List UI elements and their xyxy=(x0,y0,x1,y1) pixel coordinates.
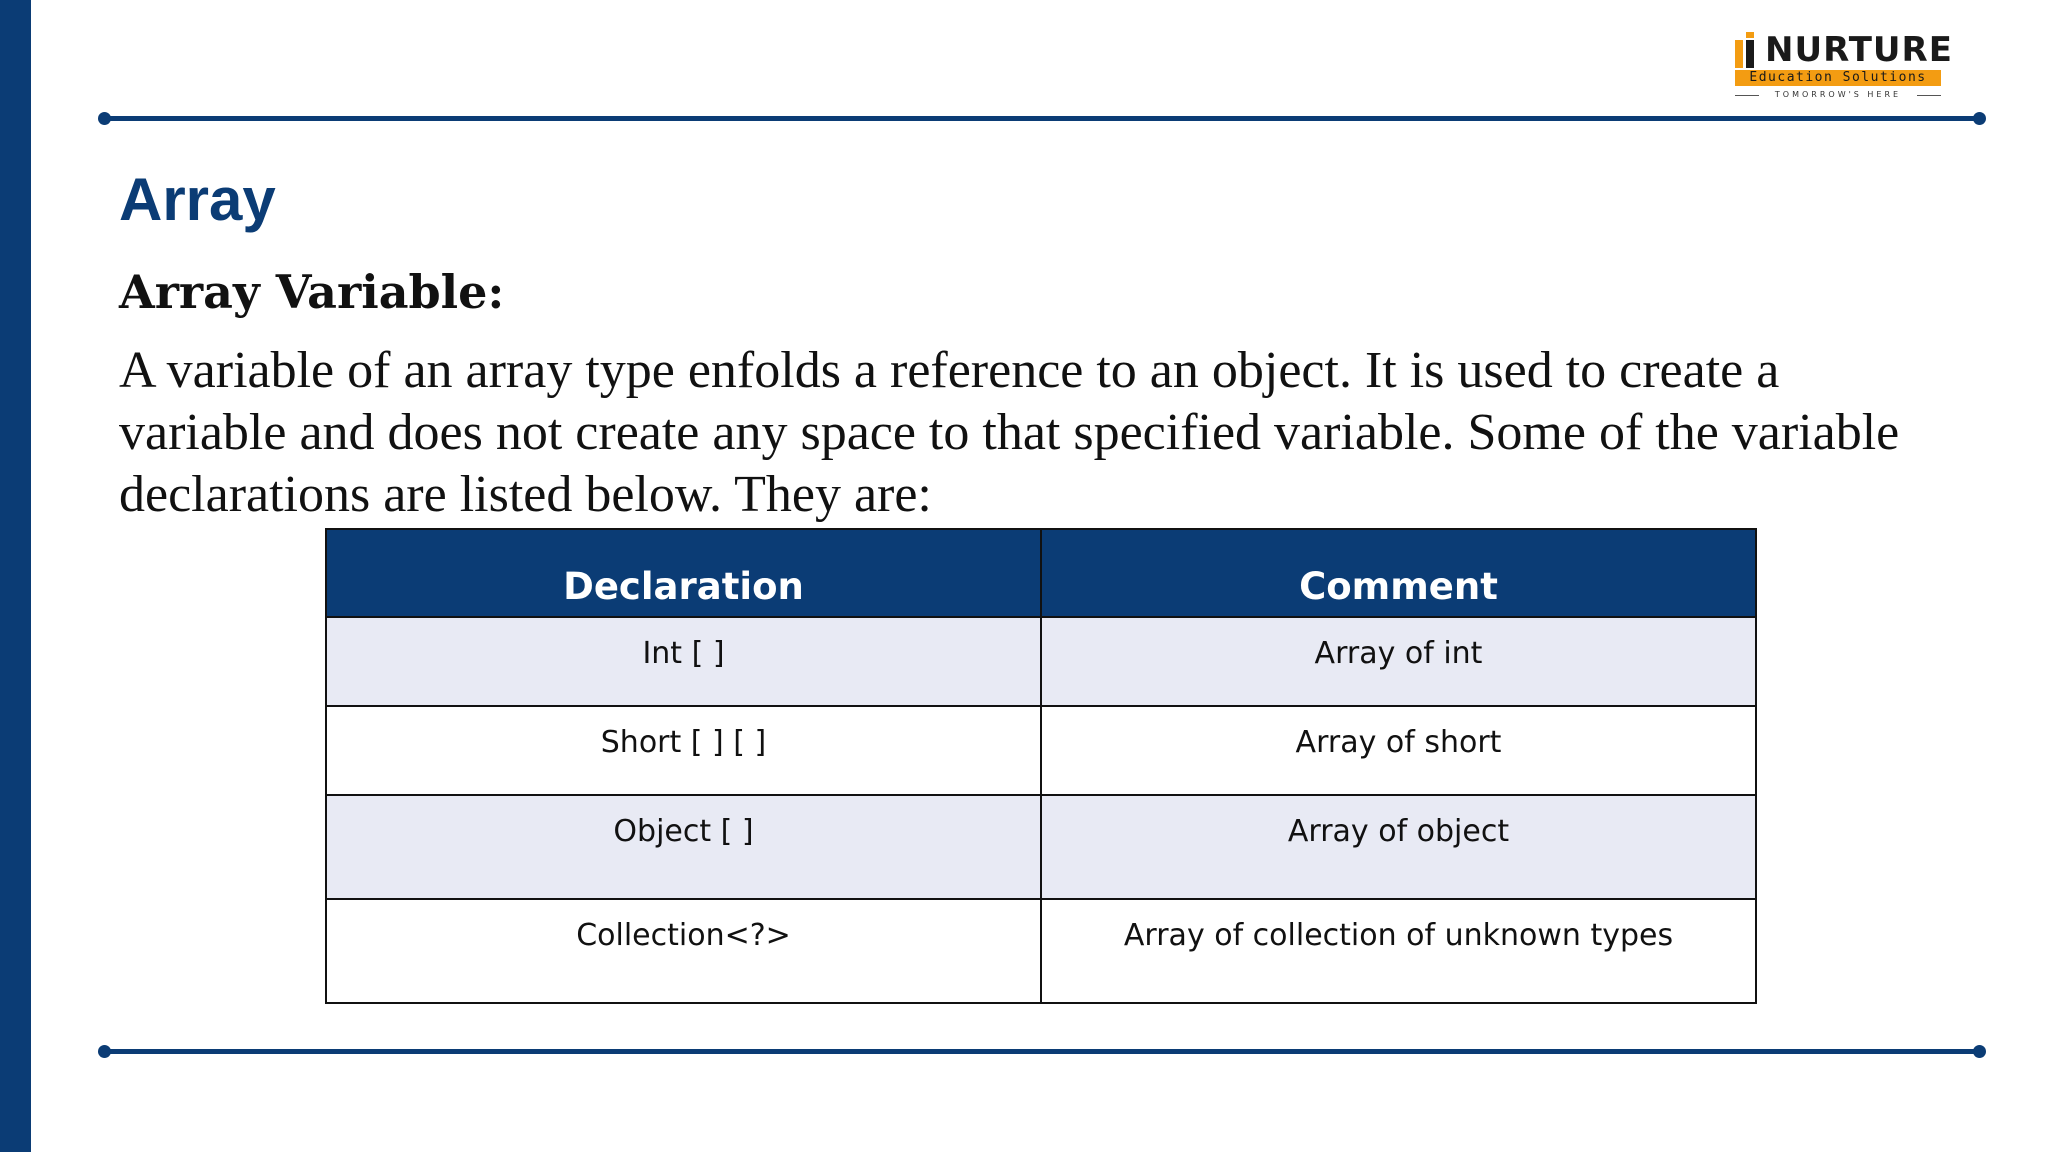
logo-brand-name: NURTURE xyxy=(1765,30,1953,70)
declaration-cell: Collection<?> xyxy=(326,899,1041,1003)
declaration-cell: Short [ ] [ ] xyxy=(326,706,1041,795)
table-header-row xyxy=(326,529,1756,617)
column-header-comment: Comment xyxy=(1041,529,1756,617)
slide-title: Array xyxy=(119,166,276,233)
declarations-table xyxy=(325,528,1757,1004)
section-heading: Array Variable: xyxy=(119,265,505,319)
comment-cell: Array of object xyxy=(1041,795,1756,899)
left-accent-bar xyxy=(0,0,31,1152)
nurture-logo xyxy=(1735,28,1953,102)
comment-cell: Array of short xyxy=(1041,706,1756,795)
table-row xyxy=(326,706,1756,795)
logo-tagline: Education Solutions xyxy=(1735,70,1941,86)
table-row xyxy=(326,899,1756,1003)
table-row xyxy=(326,617,1756,706)
declaration-cell: Object [ ] xyxy=(326,795,1041,899)
logo-motto: TOMORROW'S HERE xyxy=(1735,89,1941,101)
top-divider xyxy=(103,116,1981,121)
logo-mark-icon xyxy=(1735,32,1763,68)
table-row xyxy=(326,795,1756,899)
column-header-declaration: Declaration xyxy=(326,529,1041,617)
comment-cell: Array of int xyxy=(1041,617,1756,706)
comment-cell: Array of collection of unknown types xyxy=(1041,899,1756,1003)
bottom-divider xyxy=(103,1049,1981,1054)
body-paragraph: A variable of an array type enfolds a reference to an object. It is used to create a variable and does not create any space to that specified variable. Some of the variable declarations are listed below. They are: xyxy=(119,342,1900,523)
declaration-cell: Int [ ] xyxy=(326,617,1041,706)
